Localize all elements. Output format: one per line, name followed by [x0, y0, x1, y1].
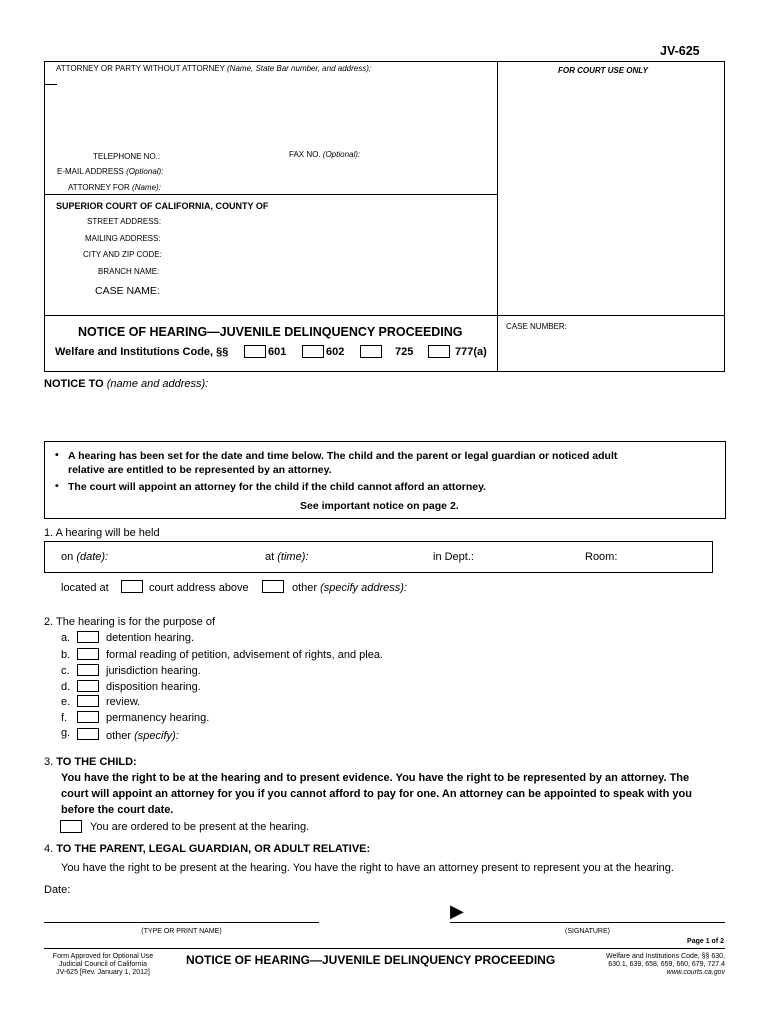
- purpose-g-letter: g.: [61, 727, 71, 739]
- other-address-checkbox[interactable]: [262, 580, 284, 593]
- purpose-c-letter: c.: [61, 665, 70, 677]
- purpose-b-text: formal reading of petition, advisement of rights, and plea.: [106, 649, 383, 661]
- ordered-present-checkbox[interactable]: [60, 820, 82, 833]
- purpose-b-checkbox[interactable]: [77, 648, 99, 660]
- code-601-checkbox[interactable]: [244, 345, 266, 358]
- purpose-e-checkbox[interactable]: [77, 695, 99, 707]
- hearing-dept-field[interactable]: in Dept.:: [433, 551, 474, 563]
- code-label: Welfare and Institutions Code, §§: [55, 346, 229, 358]
- hearing-room-field[interactable]: Room:: [585, 551, 618, 563]
- footer-rule: [44, 948, 725, 949]
- email-label: E-MAIL ADDRESS (Optional):: [57, 167, 164, 176]
- bullet-2-dot: •: [55, 480, 59, 492]
- purpose-a-text: detention hearing.: [106, 632, 195, 644]
- signature-arrow-icon: ▶: [450, 901, 464, 921]
- purpose-e-letter: e.: [61, 696, 71, 708]
- hearing-date-field[interactable]: on (date):: [61, 551, 109, 563]
- located-at-label: located at: [61, 582, 109, 594]
- mailing-label: MAILING ADDRESS:: [85, 234, 161, 243]
- purpose-a-checkbox[interactable]: [77, 631, 99, 643]
- hearing-time-field[interactable]: at (time):: [265, 551, 309, 563]
- child-rights-line2: court will appoint an attorney for you if you cannot afford to pay for one. An attorney can be appointed to speak with you: [61, 788, 692, 800]
- caption-mid-rule: [497, 61, 498, 372]
- code-725-checkbox[interactable]: [360, 345, 382, 358]
- code-777a-label: 777(a): [455, 346, 487, 358]
- purpose-e-text: review.: [106, 696, 141, 708]
- purpose-a-letter: a.: [61, 632, 71, 644]
- court-label: SUPERIOR COURT OF CALIFORNIA, COUNTY OF: [56, 201, 269, 211]
- caption-bottom-rule: [44, 371, 725, 372]
- court-use-label: FOR COURT USE ONLY: [558, 66, 648, 75]
- fax-label: FAX NO. (Optional):: [289, 150, 361, 159]
- code-725-label: 725: [395, 346, 414, 358]
- purpose-f-checkbox[interactable]: [77, 711, 99, 723]
- attorney-label: ATTORNEY OR PARTY WITHOUT ATTORNEY (Name, State Bar number, and address):: [56, 64, 372, 73]
- purpose-d-checkbox[interactable]: [77, 680, 99, 692]
- code-601-label: 601: [268, 346, 287, 358]
- court-address-checkbox[interactable]: [121, 580, 143, 593]
- purpose-f-letter: f.: [61, 712, 68, 724]
- purpose-b-letter: b.: [61, 649, 71, 661]
- code-602-label: 602: [326, 346, 345, 358]
- street-label: STREET ADDRESS:: [87, 217, 162, 226]
- signature-field-label: (SIGNATURE): [565, 928, 610, 935]
- purpose-d-text: disposition hearing.: [106, 681, 201, 693]
- name-field-label: (TYPE OR PRINT NAME): [141, 928, 222, 935]
- parent-rights-text: You have the right to be present at the hearing. You have the right to have an attorney present to represent you at the hearing.: [61, 862, 674, 874]
- attorney-for-label: ATTORNEY FOR (Name):: [68, 183, 161, 192]
- date-label: Date:: [44, 884, 71, 896]
- purpose-d-letter: d.: [61, 681, 71, 693]
- name-line: [44, 922, 319, 923]
- court-address-label: court address above: [149, 582, 249, 594]
- purpose-g-text: other (specify):: [106, 730, 179, 742]
- footer-left: Form Approved for Optional Use Judicial Council of California JV-625 [Rev. January 1, 2012]: [52, 953, 154, 976]
- telephone-label: TELEPHONE NO.:: [93, 152, 161, 161]
- item-3-heading: 3. TO THE CHILD:: [44, 756, 137, 768]
- purpose-g-checkbox[interactable]: [77, 728, 99, 740]
- code-602-checkbox[interactable]: [302, 345, 324, 358]
- branch-label: BRANCH NAME:: [98, 267, 160, 276]
- notice-to-label: NOTICE TO (name and address):: [44, 378, 209, 390]
- item-4-heading: 4. TO THE PARENT, LEGAL GUARDIAN, OR ADULT RELATIVE:: [44, 843, 371, 855]
- code-777a-checkbox[interactable]: [428, 345, 450, 358]
- see-notice: See important notice on page 2.: [300, 500, 459, 512]
- bullet-1-line1: A hearing has been set for the date and time below. The child and the parent or legal guardian or noticed adult: [68, 450, 618, 462]
- bullet-1-dot: •: [55, 449, 59, 461]
- form-title: NOTICE OF HEARING—JUVENILE DELINQUENCY PROCEEDING: [78, 325, 463, 339]
- purpose-f-text: permanency hearing.: [106, 712, 210, 724]
- caption-right-rule: [724, 61, 725, 372]
- footer-right: Welfare and Institutions Code, §§ 630, 630.1, 639, 658, 659, 660, 679, 727.4 www.courts.ca.gov: [560, 953, 725, 977]
- case-name-label: CASE NAME:: [95, 285, 160, 297]
- item-1-label: 1. A hearing will be held: [44, 527, 160, 539]
- court-section-rule: [44, 194, 498, 195]
- footer-title: NOTICE OF HEARING—JUVENILE DELINQUENCY PROCEEDING: [186, 953, 556, 967]
- purpose-c-text: jurisdiction hearing.: [106, 665, 201, 677]
- courts-website-link[interactable]: www.courts.ca.gov: [666, 969, 725, 976]
- bullet-2-text: The court will appoint an attorney for the child if the child cannot afford an attorney.: [68, 481, 487, 493]
- form-number: JV-625: [660, 44, 700, 58]
- purpose-c-checkbox[interactable]: [77, 664, 99, 676]
- page-number: Page 1 of 2: [687, 938, 724, 945]
- case-name-rule: [44, 315, 725, 316]
- signature-line: [450, 922, 725, 923]
- child-rights-line3: before the court date.: [61, 804, 174, 816]
- other-address-label: other (specify address):: [292, 582, 407, 594]
- child-rights-line1: You have the right to be at the hearing and to present evidence. You have the right to be represented by an attorney. The: [61, 772, 690, 784]
- caption-left-rule: [44, 61, 45, 372]
- attorney-field-mark: [45, 84, 57, 85]
- ordered-present-text: You are ordered to be present at the hearing.: [90, 821, 310, 833]
- item-2-label: 2. The hearing is for the purpose of: [44, 616, 216, 628]
- caption-top-rule: [44, 61, 725, 62]
- case-number-label: CASE NUMBER:: [506, 322, 567, 331]
- bullet-1-line2: relative are entitled to be represented by an attorney.: [68, 464, 332, 476]
- city-label: CITY AND ZIP CODE:: [83, 250, 162, 259]
